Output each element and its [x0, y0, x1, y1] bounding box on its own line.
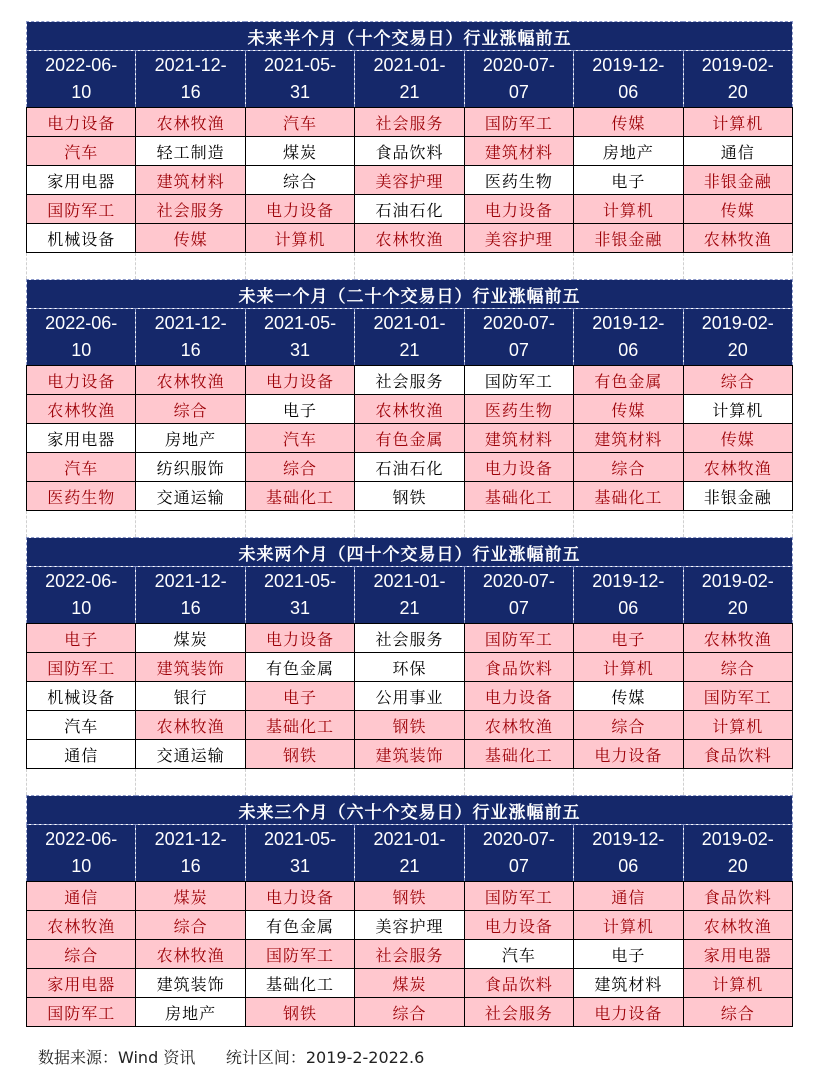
spacer-cell: [574, 253, 683, 280]
industry-cell: 房地产: [136, 998, 245, 1027]
spacer-row: [27, 253, 793, 280]
table-row: [27, 137, 793, 166]
industry-cell-highlighted: 钢铁: [355, 882, 464, 911]
industry-cell-highlighted: 社会服务: [355, 108, 464, 137]
industry-cell-highlighted: 传媒: [683, 424, 792, 453]
ranking-section-1: [26, 21, 793, 279]
date-header: 2022-06- 10: [27, 51, 136, 108]
industry-cell-highlighted: 农林牧渔: [683, 224, 792, 253]
date-header: 2019-12- 06: [574, 51, 683, 108]
section-title: 未来半个月（十个交易日）行业涨幅前五: [27, 22, 793, 51]
industry-cell-highlighted: 计算机: [574, 653, 683, 682]
industry-cell: 建筑材料: [574, 969, 683, 998]
spacer-cell: [355, 511, 464, 538]
industry-cell-highlighted: 社会服务: [136, 195, 245, 224]
industry-cell-highlighted: 有色金属: [574, 366, 683, 395]
industry-cell-highlighted: 计算机: [574, 195, 683, 224]
industry-cell: 公用事业: [355, 682, 464, 711]
spacer-cell: [683, 769, 792, 796]
footer: [38, 1045, 424, 1068]
industry-cell-highlighted: 传媒: [136, 224, 245, 253]
industry-cell-highlighted: 汽车: [245, 424, 354, 453]
industry-cell-highlighted: 综合: [683, 653, 792, 682]
industry-cell-highlighted: 建筑材料: [136, 166, 245, 195]
industry-cell-highlighted: 电子: [574, 624, 683, 653]
date-header-row: [27, 51, 793, 108]
date-header: 2021-12- 16: [136, 825, 245, 882]
table-row: [27, 740, 793, 769]
date-header-row: [27, 567, 793, 624]
spacer-cell: [245, 253, 354, 280]
table-row: [27, 453, 793, 482]
spacer-cell: [355, 769, 464, 796]
date-header: 2021-05- 31: [245, 825, 354, 882]
industry-cell-highlighted: 社会服务: [355, 940, 464, 969]
industry-cell-highlighted: 电力设备: [464, 911, 573, 940]
industry-cell-highlighted: 计算机: [683, 969, 792, 998]
industry-cell-highlighted: 农林牧渔: [136, 108, 245, 137]
spacer-cell: [27, 769, 136, 796]
industry-cell: 建筑装饰: [136, 969, 245, 998]
range-value: 2019-2-2022.6: [305, 1048, 425, 1067]
table-row: [27, 653, 793, 682]
industry-cell-highlighted: 农林牧渔: [683, 624, 792, 653]
spacer-cell: [464, 511, 573, 538]
industry-cell-highlighted: 农林牧渔: [355, 395, 464, 424]
industry-cell-highlighted: 农林牧渔: [683, 911, 792, 940]
industry-cell-highlighted: 钢铁: [245, 740, 354, 769]
industry-cell-highlighted: 传媒: [683, 195, 792, 224]
table-row: [27, 998, 793, 1027]
spacer-cell: [574, 511, 683, 538]
industry-cell-highlighted: 美容护理: [464, 224, 573, 253]
industry-cell: 电子: [245, 395, 354, 424]
industry-cell-highlighted: 综合: [136, 395, 245, 424]
industry-cell-highlighted: 农林牧渔: [355, 224, 464, 253]
industry-cell-highlighted: 基础化工: [574, 482, 683, 511]
industry-cell: 美容护理: [355, 911, 464, 940]
industry-cell: 房地产: [136, 424, 245, 453]
industry-cell-highlighted: 农林牧渔: [27, 911, 136, 940]
date-header-row: [27, 309, 793, 366]
spacer-cell: [27, 253, 136, 280]
spacer-cell: [27, 511, 136, 538]
spacer-row: [27, 769, 793, 796]
industry-cell-highlighted: 传媒: [574, 395, 683, 424]
spacer-cell: [355, 253, 464, 280]
industry-cell: 家用电器: [27, 166, 136, 195]
source-label: 数据来源：: [38, 1048, 119, 1067]
industry-cell: 电子: [574, 166, 683, 195]
table-row: [27, 940, 793, 969]
industry-cell-highlighted: 综合: [683, 366, 792, 395]
table-row: [27, 224, 793, 253]
table-row: [27, 108, 793, 137]
industry-cell-highlighted: 计算机: [574, 911, 683, 940]
date-header: 2021-01- 21: [355, 51, 464, 108]
spacer-row: [27, 511, 793, 538]
industry-cell-highlighted: 农林牧渔: [136, 940, 245, 969]
industry-cell-highlighted: 农林牧渔: [464, 711, 573, 740]
industry-cell: 综合: [245, 166, 354, 195]
industry-cell-highlighted: 综合: [245, 453, 354, 482]
spacer-cell: [245, 511, 354, 538]
industry-cell-highlighted: 社会服务: [464, 998, 573, 1027]
industry-cell-highlighted: 计算机: [683, 108, 792, 137]
industry-cell-highlighted: 汽车: [27, 453, 136, 482]
ranking-table: [26, 795, 793, 1027]
industry-cell-highlighted: 综合: [574, 711, 683, 740]
date-header: 2020-07- 07: [464, 309, 573, 366]
industry-cell-highlighted: 电力设备: [464, 195, 573, 224]
date-header: 2019-12- 06: [574, 567, 683, 624]
industry-cell-highlighted: 国防军工: [464, 108, 573, 137]
date-header: 2021-05- 31: [245, 51, 354, 108]
industry-cell-highlighted: 国防军工: [27, 653, 136, 682]
industry-cell: 有色金属: [245, 653, 354, 682]
industry-cell: 交通运输: [136, 482, 245, 511]
date-header: 2019-12- 06: [574, 825, 683, 882]
industry-cell-highlighted: 建筑装饰: [136, 653, 245, 682]
industry-cell-highlighted: 国防军工: [464, 882, 573, 911]
date-header: 2021-12- 16: [136, 309, 245, 366]
ranking-table: [26, 21, 793, 279]
industry-cell: 机械设备: [27, 224, 136, 253]
industry-cell-highlighted: 综合: [574, 453, 683, 482]
industry-cell-highlighted: 有色金属: [355, 424, 464, 453]
industry-cell-highlighted: 国防军工: [27, 195, 136, 224]
industry-cell: 家用电器: [27, 424, 136, 453]
industry-cell-highlighted: 国防军工: [683, 682, 792, 711]
date-header-row: [27, 825, 793, 882]
industry-cell-highlighted: 农林牧渔: [683, 453, 792, 482]
industry-cell-highlighted: 农林牧渔: [27, 395, 136, 424]
industry-cell: 电子: [574, 940, 683, 969]
industry-cell-highlighted: 计算机: [245, 224, 354, 253]
industry-cell: 国防军工: [464, 366, 573, 395]
industry-cell-highlighted: 电力设备: [464, 453, 573, 482]
spacer-cell: [136, 511, 245, 538]
industry-cell-highlighted: 农林牧渔: [136, 366, 245, 395]
date-header: 2019-02- 20: [683, 825, 792, 882]
spacer-cell: [136, 253, 245, 280]
industry-cell: 钢铁: [355, 482, 464, 511]
date-header: 2021-12- 16: [136, 567, 245, 624]
industry-cell: 环保: [355, 653, 464, 682]
industry-cell-highlighted: 电子: [27, 624, 136, 653]
industry-cell-highlighted: 综合: [27, 940, 136, 969]
industry-cell: 房地产: [574, 137, 683, 166]
spacer-cell: [136, 769, 245, 796]
industry-cell-highlighted: 电力设备: [245, 195, 354, 224]
industry-cell: 汽车: [464, 940, 573, 969]
date-header: 2020-07- 07: [464, 567, 573, 624]
industry-cell: 计算机: [683, 395, 792, 424]
industry-cell-highlighted: 医药生物: [27, 482, 136, 511]
industry-cell-highlighted: 基础化工: [245, 482, 354, 511]
industry-cell-highlighted: 综合: [136, 911, 245, 940]
industry-cell-highlighted: 家用电器: [683, 940, 792, 969]
date-header: 2021-01- 21: [355, 309, 464, 366]
industry-cell-highlighted: 计算机: [683, 711, 792, 740]
industry-cell: 石油石化: [355, 195, 464, 224]
industry-cell-highlighted: 传媒: [574, 108, 683, 137]
spacer-cell: [464, 769, 573, 796]
industry-cell-highlighted: 电力设备: [27, 108, 136, 137]
table-row: [27, 395, 793, 424]
table-row: [27, 624, 793, 653]
date-header: 2021-05- 31: [245, 567, 354, 624]
date-header: 2019-02- 20: [683, 51, 792, 108]
industry-cell-highlighted: 食品饮料: [464, 653, 573, 682]
industry-cell-highlighted: 电力设备: [464, 682, 573, 711]
industry-cell: 交通运输: [136, 740, 245, 769]
industry-cell-highlighted: 国防军工: [27, 998, 136, 1027]
industry-cell: 社会服务: [355, 624, 464, 653]
table-row: [27, 366, 793, 395]
spacer-cell: [574, 769, 683, 796]
industry-cell-highlighted: 医药生物: [464, 395, 573, 424]
table-row: [27, 195, 793, 224]
industry-cell-highlighted: 家用电器: [27, 969, 136, 998]
source-value: Wind 资讯: [118, 1048, 196, 1067]
date-header: 2020-07- 07: [464, 825, 573, 882]
industry-cell: 汽车: [27, 711, 136, 740]
ranking-table: [26, 537, 793, 795]
industry-cell-highlighted: 钢铁: [245, 998, 354, 1027]
industry-cell: 纺织服饰: [136, 453, 245, 482]
date-header: 2019-02- 20: [683, 567, 792, 624]
industry-cell: 通信: [683, 137, 792, 166]
date-header: 2021-05- 31: [245, 309, 354, 366]
date-header: 2021-01- 21: [355, 825, 464, 882]
industry-cell-highlighted: 美容护理: [355, 166, 464, 195]
industry-cell-highlighted: 建筑装饰: [355, 740, 464, 769]
industry-cell-highlighted: 综合: [355, 998, 464, 1027]
date-header: 2019-02- 20: [683, 309, 792, 366]
table-row: [27, 424, 793, 453]
industry-cell-highlighted: 国防军工: [245, 940, 354, 969]
industry-cell-highlighted: 建筑材料: [464, 424, 573, 453]
industry-cell-highlighted: 国防军工: [464, 624, 573, 653]
spacer-cell: [683, 253, 792, 280]
date-header: 2019-12- 06: [574, 309, 683, 366]
table-row: [27, 166, 793, 195]
date-header: 2021-12- 16: [136, 51, 245, 108]
industry-cell: 医药生物: [464, 166, 573, 195]
industry-cell-highlighted: 食品饮料: [464, 969, 573, 998]
date-header: 2022-06- 10: [27, 825, 136, 882]
industry-cell-highlighted: 通信: [574, 882, 683, 911]
industry-cell: 机械设备: [27, 682, 136, 711]
industry-cell-highlighted: 基础化工: [464, 740, 573, 769]
spacer-cell: [683, 511, 792, 538]
industry-cell: 煤炭: [245, 137, 354, 166]
industry-cell-highlighted: 建筑材料: [464, 137, 573, 166]
industry-cell: 通信: [27, 740, 136, 769]
industry-cell: 基础化工: [245, 969, 354, 998]
industry-cell-highlighted: 基础化工: [245, 711, 354, 740]
industry-cell: 石油石化: [355, 453, 464, 482]
table-row: [27, 969, 793, 998]
industry-cell: 有色金属: [245, 911, 354, 940]
industry-cell-highlighted: 电力设备: [574, 740, 683, 769]
industry-cell-highlighted: 非银金融: [574, 224, 683, 253]
industry-cell-highlighted: 电力设备: [245, 882, 354, 911]
industry-cell-highlighted: 电力设备: [574, 998, 683, 1027]
industry-cell-highlighted: 食品饮料: [683, 882, 792, 911]
industry-cell: 食品饮料: [355, 137, 464, 166]
industry-cell-highlighted: 煤炭: [136, 882, 245, 911]
industry-cell: 煤炭: [136, 624, 245, 653]
industry-cell-highlighted: 食品饮料: [683, 740, 792, 769]
date-header: 2020-07- 07: [464, 51, 573, 108]
spacer-cell: [245, 769, 354, 796]
industry-cell-highlighted: 电力设备: [27, 366, 136, 395]
date-header: 2022-06- 10: [27, 567, 136, 624]
date-header: 2021-01- 21: [355, 567, 464, 624]
spacer-cell: [464, 253, 573, 280]
industry-cell-highlighted: 煤炭: [355, 969, 464, 998]
industry-cell-highlighted: 电力设备: [245, 366, 354, 395]
industry-cell-highlighted: 钢铁: [355, 711, 464, 740]
industry-cell-highlighted: 建筑材料: [574, 424, 683, 453]
section-title: 未来三个月（六十个交易日）行业涨幅前五: [27, 796, 793, 825]
industry-cell: 银行: [136, 682, 245, 711]
range-label: 统计区间：: [225, 1048, 306, 1067]
industry-cell-highlighted: 非银金融: [683, 166, 792, 195]
industry-cell-highlighted: 基础化工: [464, 482, 573, 511]
industry-cell-highlighted: 通信: [27, 882, 136, 911]
section-title: 未来两个月（四十个交易日）行业涨幅前五: [27, 538, 793, 567]
industry-cell-highlighted: 电力设备: [245, 624, 354, 653]
date-header: 2022-06- 10: [27, 309, 136, 366]
table-row: [27, 911, 793, 940]
industry-cell: 非银金融: [683, 482, 792, 511]
industry-cell: 社会服务: [355, 366, 464, 395]
industry-cell: 传媒: [574, 682, 683, 711]
ranking-table: [26, 279, 793, 537]
ranking-section-2: [26, 279, 793, 537]
industry-cell-highlighted: 汽车: [27, 137, 136, 166]
industry-cell-highlighted: 电子: [245, 682, 354, 711]
table-row: [27, 882, 793, 911]
ranking-section-4: [26, 795, 793, 1027]
section-title: 未来一个月（二十个交易日）行业涨幅前五: [27, 280, 793, 309]
ranking-section-3: [26, 537, 793, 795]
table-row: [27, 482, 793, 511]
industry-cell-highlighted: 综合: [683, 998, 792, 1027]
industry-cell-highlighted: 汽车: [245, 108, 354, 137]
table-row: [27, 711, 793, 740]
table-row: [27, 682, 793, 711]
industry-cell-highlighted: 农林牧渔: [136, 711, 245, 740]
industry-cell: 轻工制造: [136, 137, 245, 166]
